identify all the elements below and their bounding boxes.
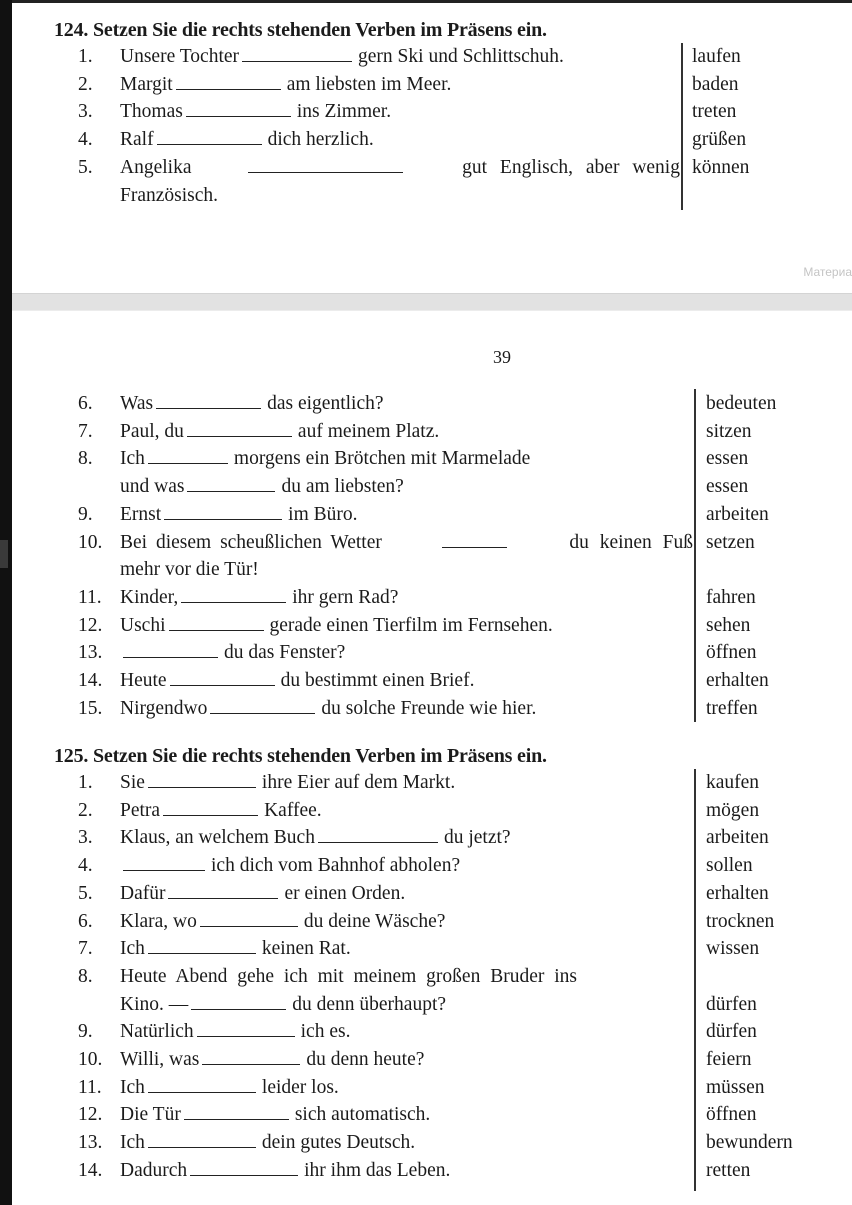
sentence-start: Ernst [120, 503, 162, 525]
sentence-start: Angelika [120, 156, 192, 178]
sentence-start: Ich [120, 1132, 145, 1154]
item-sentence [120, 445, 530, 473]
sentence-continuation: mehr vor die Tür! [120, 559, 259, 581]
sentence-start: Die Tür [120, 1104, 181, 1126]
sentence-end: dein gutes Deutsch. [261, 1132, 416, 1154]
item-sentence [120, 1074, 339, 1102]
sentence-start: Was [120, 393, 154, 414]
sentence-start: Heute [120, 670, 167, 691]
item-sentence [120, 797, 322, 825]
page-separator [12, 293, 852, 311]
sentence-start: Unsere Tochter [120, 46, 240, 67]
answer-blank[interactable] [157, 126, 262, 145]
sentence-start: Petra [120, 799, 161, 821]
item-number: 5. [78, 882, 93, 904]
infinitive-hint: mögen [706, 799, 760, 821]
sentence-continuation: Französisch. [120, 184, 219, 206]
infinitive-hint: setzen [706, 531, 755, 553]
item-sentence [120, 1129, 415, 1157]
item-sentence [120, 418, 439, 446]
answer-blank[interactable] [148, 769, 256, 788]
infinitive-hint: feiern [706, 1049, 752, 1070]
sentence-start: Paul, du [120, 420, 184, 442]
verb-column-divider [694, 769, 696, 1191]
infinitive-hint: erhalten [706, 882, 769, 904]
viewer-left-edge [0, 0, 12, 1205]
item-number: 8. [78, 448, 93, 470]
verb-column-divider [694, 389, 696, 722]
sentence-start: Margit [120, 73, 173, 95]
sentence-start: und was [120, 476, 185, 498]
infinitive-hint: bedeuten [706, 393, 777, 414]
sentence-end: du denn heute? [306, 1049, 425, 1070]
sentence-end: leider los. [261, 1076, 339, 1098]
sentence-end: gern Ski und Schlittschuh. [358, 46, 564, 67]
item-sentence [120, 584, 398, 612]
item-number: 13. [78, 1132, 103, 1154]
item-number: 7. [78, 420, 93, 442]
answer-blank[interactable] [197, 1018, 295, 1037]
infinitive-hint: dürfen [706, 993, 757, 1015]
sentence-start: Heute Abend gehe ich mit meinem großen Bruder ins [120, 965, 577, 987]
sentence-end: du jetzt? [443, 827, 511, 849]
answer-blank[interactable] [181, 584, 286, 603]
sentence-start: Dafür [120, 882, 166, 904]
item-number: 6. [78, 393, 93, 414]
answer-blank[interactable] [248, 154, 403, 173]
infinitive-hint: müssen [706, 1076, 765, 1098]
answer-blank[interactable] [163, 797, 258, 816]
document-page-39 [12, 315, 852, 1205]
sentence-start: Natürlich [120, 1021, 194, 1043]
item-sentence [120, 963, 693, 991]
answer-blank[interactable] [242, 43, 352, 62]
infinitive-hint: treten [692, 101, 737, 123]
answer-blank[interactable] [191, 991, 286, 1010]
item-number: 9. [78, 1021, 93, 1043]
answer-blank[interactable] [148, 1129, 256, 1148]
sentence-end: sich automatisch. [294, 1104, 431, 1126]
sentence-start: Ich [120, 1076, 145, 1098]
answer-blank[interactable] [176, 71, 281, 90]
watermark-text: Материа [803, 265, 852, 279]
infinitive-hint: wissen [706, 938, 760, 960]
infinitive-hint: sehen [706, 614, 751, 636]
answer-blank[interactable] [156, 390, 261, 409]
infinitive-hint: arbeiten [706, 827, 769, 849]
item-number: 1. [78, 772, 93, 793]
sentence-end: gut Englisch, aber wenig [462, 156, 680, 178]
sentence-end: du das Fenster? [224, 642, 346, 664]
sentence-start: Bei diesem scheußlichen Wetter [120, 531, 382, 553]
item-number: 12. [78, 1104, 103, 1126]
sentence-end: er einen Orden. [284, 882, 406, 904]
sentence-end: das eigentlich? [267, 393, 384, 414]
item-sentence [120, 612, 553, 640]
exercise-125-title: 125. Setzen Sie die rechts stehenden Verben im Präsens ein. [54, 745, 547, 767]
item-sentence [120, 1157, 450, 1185]
item-number: 10. [78, 1049, 103, 1070]
item-number: 15. [78, 697, 103, 719]
item-sentence [120, 880, 405, 908]
item-sentence [120, 769, 455, 797]
item-sentence [120, 154, 680, 182]
answer-blank[interactable] [169, 612, 264, 631]
infinitive-hint: können [692, 156, 750, 178]
page-number: 39 [493, 347, 511, 367]
item-sentence [120, 852, 460, 880]
item-number: 12. [78, 614, 103, 636]
item-sentence [120, 935, 351, 963]
sentence-end: ihr gern Rad? [292, 586, 399, 608]
infinitive-hint: öffnen [706, 642, 757, 664]
sentence-end: gerade einen Tierfilm im Fernsehen. [269, 614, 553, 636]
item-number: 4. [78, 129, 93, 151]
document-page-top [12, 3, 852, 279]
sentence-start: Nirgendwo [120, 697, 208, 719]
sentence-end: ihre Eier auf dem Markt. [261, 772, 456, 793]
sentence-start: Ralf [120, 129, 154, 151]
answer-blank[interactable] [200, 908, 298, 927]
edge-artifact [0, 540, 8, 568]
sentence-start: Uschi [120, 614, 166, 636]
answer-blank[interactable] [170, 667, 275, 686]
item-number: 2. [78, 73, 93, 95]
item-number: 7. [78, 938, 93, 960]
item-sentence [120, 639, 345, 667]
sentence-end: Kaffee. [264, 799, 322, 821]
infinitive-hint: essen [706, 448, 749, 470]
sentence-end: du solche Freunde wie hier. [321, 697, 537, 719]
item-sentence [120, 126, 374, 154]
item-sentence [120, 824, 511, 852]
item-number: 3. [78, 827, 93, 849]
sentence-start: Klara, wo [120, 910, 197, 932]
sentence-end: ich dich vom Bahnhof abholen? [211, 855, 461, 877]
sentence-start: Kino. — [120, 993, 189, 1015]
item-number: 10. [78, 531, 103, 553]
item-sentence [120, 390, 384, 418]
infinitive-hint: kaufen [706, 772, 760, 793]
answer-blank[interactable] [442, 529, 507, 548]
answer-blank[interactable] [187, 473, 275, 492]
sentence-end: du keinen Fuß [569, 531, 693, 553]
answer-blank[interactable] [123, 639, 218, 658]
infinitive-hint: bewundern [706, 1132, 793, 1154]
answer-blank[interactable] [148, 935, 256, 954]
sentence-end: ins Zimmer. [296, 101, 392, 123]
infinitive-hint: laufen [692, 46, 741, 67]
item-number: 3. [78, 101, 93, 123]
answer-blank[interactable] [210, 695, 315, 714]
sentence-end: ihr ihm das Leben. [304, 1159, 451, 1181]
item-sentence [120, 529, 693, 557]
sentence-end: am liebsten im Meer. [286, 73, 452, 95]
item-sentence [120, 43, 564, 71]
infinitive-hint: öffnen [706, 1104, 757, 1126]
answer-blank[interactable] [186, 98, 291, 117]
item-number: 11. [78, 1076, 102, 1098]
answer-blank[interactable] [168, 880, 278, 899]
item-number: 14. [78, 670, 103, 691]
item-sentence [120, 1101, 430, 1129]
exercise-124-title: 124. Setzen Sie die rechts stehenden Verben im Präsens ein. [54, 19, 547, 41]
infinitive-hint: sollen [706, 855, 753, 877]
verb-column-divider [681, 43, 683, 210]
answer-blank[interactable] [148, 445, 228, 464]
item-number: 4. [78, 855, 93, 877]
answer-blank[interactable] [318, 824, 438, 843]
sentence-end: im Büro. [288, 503, 358, 525]
sentence-start: Ich [120, 938, 145, 960]
sentence-start: Dadurch [120, 1159, 188, 1181]
sentence-start: Thomas [120, 101, 183, 123]
sentence-end: ich es. [300, 1021, 351, 1043]
sentence-end: du bestimmt einen Brief. [280, 670, 475, 691]
infinitive-hint: fahren [706, 586, 756, 608]
sentence-start: Sie [120, 772, 145, 793]
infinitive-hint: grüßen [692, 129, 747, 151]
answer-blank[interactable] [148, 1074, 256, 1093]
sentence-start: Willi, was [120, 1049, 200, 1070]
infinitive-hint: arbeiten [706, 503, 769, 525]
answer-blank[interactable] [184, 1101, 289, 1120]
sentence-end: dich herzlich. [267, 129, 374, 151]
item-sentence [120, 98, 391, 126]
item-number: 9. [78, 503, 93, 525]
item-sentence [120, 473, 404, 501]
infinitive-hint: essen [706, 476, 749, 498]
sentence-start: Ich [120, 448, 145, 470]
sentence-end: du denn überhaupt? [292, 993, 447, 1015]
infinitive-hint: dürfen [706, 1021, 757, 1043]
answer-blank[interactable] [187, 418, 292, 437]
answer-blank[interactable] [164, 501, 282, 520]
item-number: 1. [78, 46, 93, 67]
sentence-end: auf meinem Platz. [297, 420, 440, 442]
infinitive-hint: erhalten [706, 670, 769, 691]
item-number: 11. [78, 586, 102, 608]
item-sentence [120, 695, 536, 723]
item-sentence [120, 71, 451, 99]
item-number: 5. [78, 156, 93, 178]
answer-blank[interactable] [190, 1157, 298, 1176]
sentence-end: du deine Wäsche? [303, 910, 446, 932]
answer-blank[interactable] [202, 1046, 300, 1065]
answer-blank[interactable] [123, 852, 205, 871]
item-sentence [120, 1046, 424, 1074]
infinitive-hint: trocknen [706, 910, 775, 932]
infinitive-hint: sitzen [706, 420, 752, 442]
sentence-end: keinen Rat. [261, 938, 351, 960]
infinitive-hint: treffen [706, 697, 758, 719]
item-sentence [120, 501, 358, 529]
infinitive-hint: baden [692, 73, 739, 95]
sentence-start: Kinder, [120, 586, 179, 608]
sentence-end: morgens ein Brötchen mit Marmelade [233, 448, 531, 470]
infinitive-hint: retten [706, 1159, 751, 1181]
page-gap [12, 279, 852, 315]
item-number: 2. [78, 799, 93, 821]
item-number: 6. [78, 910, 93, 932]
item-number: 14. [78, 1159, 103, 1181]
item-number: 13. [78, 642, 103, 664]
item-sentence [120, 991, 446, 1019]
sentence-end: du am liebsten? [281, 476, 404, 498]
item-sentence [120, 908, 445, 936]
item-sentence [120, 1018, 350, 1046]
item-sentence [120, 667, 474, 695]
item-number: 8. [78, 965, 93, 987]
sentence-start: Klaus, an welchem Buch [120, 827, 315, 849]
